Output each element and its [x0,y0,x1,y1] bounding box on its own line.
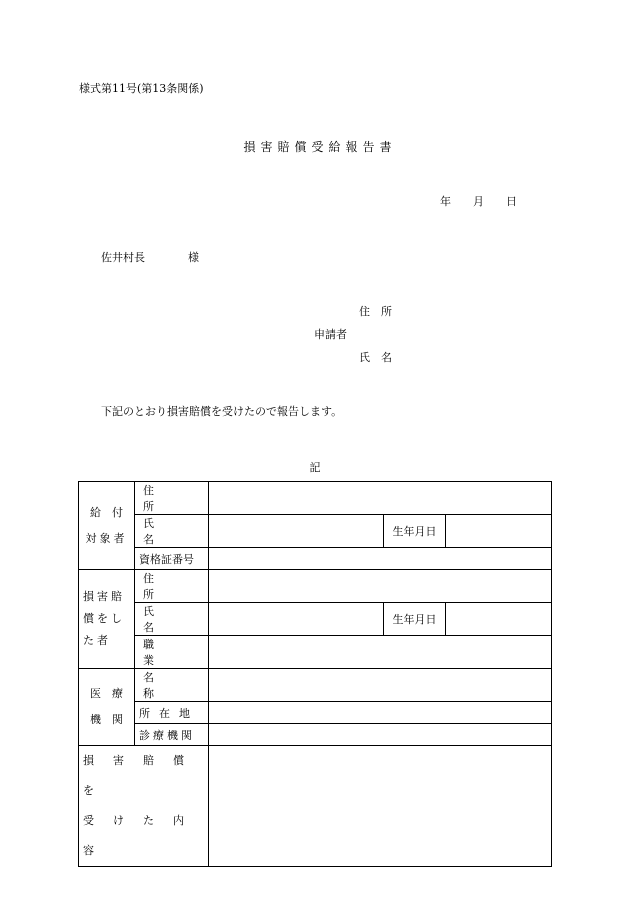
date-day: 日 [506,195,517,208]
payer-name-field[interactable] [209,603,384,636]
content-field[interactable] [209,746,552,867]
applicant-name-label: 氏 名 [359,351,392,364]
report-table [78,481,552,867]
beneficiary-name-label [135,515,209,548]
medical-dept-label [135,724,209,746]
applicant-address-label: 住 所 [359,305,392,318]
group-medical-line2: 機 関 [90,713,123,726]
medical-name-text [139,669,204,701]
payer-dob-field[interactable] [446,603,552,636]
payer-dob-label: 生年月日 [384,603,446,636]
payer-address-label [135,570,209,603]
label-text: 職業 [143,638,194,667]
group-medical-label [79,669,135,746]
group-medical-line1: 医 療 [90,687,123,700]
beneficiary-address-label [135,482,209,515]
label-text: 所在地 [139,706,199,720]
medical-location-label [135,702,209,724]
group-payer-line3: た者 [83,634,111,647]
addressee [101,249,199,265]
payer-address-text [139,570,204,602]
payer-name-text [139,603,204,635]
ki-heading: 記 [309,461,321,474]
label-text: 住所 [143,572,194,601]
intro-text: 下記のとおり損害賠償を受けたので報告します。 [101,405,343,418]
beneficiary-address-text [139,482,204,514]
page-title: 損害賠償受給報告書 [243,140,397,154]
label-text: 氏名 [143,517,194,546]
beneficiary-cert-field[interactable] [209,548,552,570]
addressee-name: 佐井村長 [101,251,145,264]
applicant-label: 申請者 [314,328,347,341]
medical-name-field[interactable] [209,669,552,702]
medical-name-label [135,669,209,702]
content-label-cell [79,746,209,867]
payer-name-label [135,603,209,636]
date-line [440,193,517,209]
date-month: 月 [473,195,484,208]
group-payer-line2: 償をし [83,612,125,625]
beneficiary-name-field[interactable] [209,515,384,548]
date-year: 年 [440,195,451,208]
medical-location-text [139,705,204,721]
medical-dept-text [139,727,204,743]
content-label-line2: 受けた内容 [83,814,203,857]
beneficiary-dob-field[interactable] [446,515,552,548]
payer-job-label [135,636,209,669]
medical-dept-field[interactable] [209,724,552,746]
label-text: 氏名 [143,605,194,634]
payer-address-field[interactable] [209,570,552,603]
payer-job-field[interactable] [209,636,552,669]
beneficiary-dob-label: 生年月日 [384,515,446,548]
label-text: 診療機関 [139,728,195,742]
group-payer-label [79,570,135,669]
content-label-line1: 損害賠償を [83,754,203,797]
label-text: 名称 [143,671,178,700]
group-beneficiary-label [79,482,135,570]
beneficiary-name-text [139,515,204,547]
addressee-honorific: 様 [188,251,199,264]
medical-location-field[interactable] [209,702,552,724]
group-beneficiary-line2: 対象者 [85,531,128,545]
payer-job-text [139,636,204,668]
label-text: 住所 [143,484,194,513]
beneficiary-address-field[interactable] [209,482,552,515]
group-payer-line1: 損害賠 [83,590,125,603]
group-beneficiary-line1: 給 付 [90,505,123,519]
form-number: 様式第11号(第13条関係) [79,82,204,95]
beneficiary-cert-label: 資格証番号 [135,548,209,570]
